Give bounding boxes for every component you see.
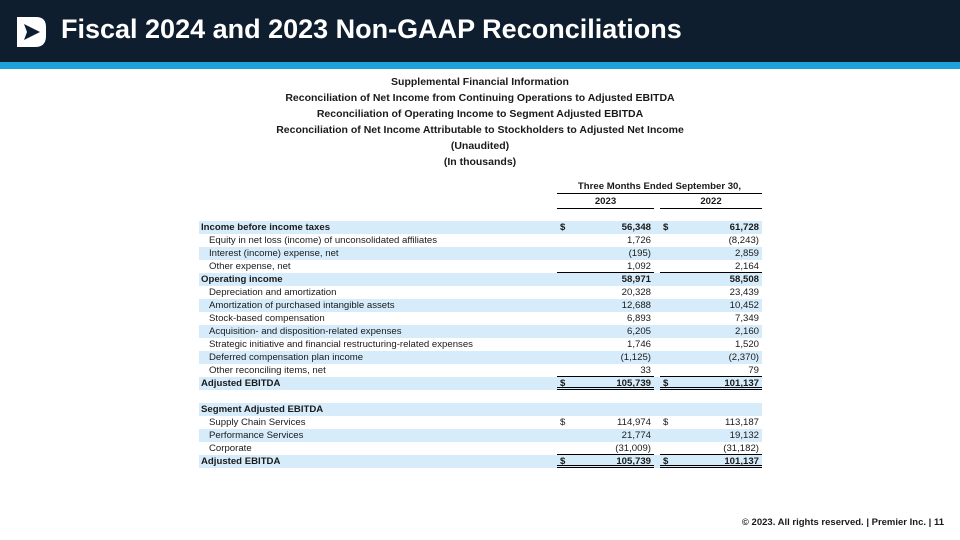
- value-2023: 6,205: [626, 326, 651, 337]
- row-label: Other reconciling items, net: [209, 365, 326, 376]
- period-header: Three Months Ended September 30,: [557, 181, 762, 194]
- row-label: Corporate: [209, 443, 252, 454]
- table-row: [199, 416, 762, 429]
- currency-symbol: $: [663, 456, 669, 467]
- value-2022: 10,452: [729, 300, 759, 311]
- heading-supplemental: Supplemental Financial Information: [391, 76, 569, 88]
- header-stripe: [0, 62, 960, 69]
- table-row: [199, 234, 762, 247]
- value-2023: 1,726: [626, 235, 651, 246]
- table-row: [199, 299, 762, 312]
- heading-units: (In thousands): [443, 156, 517, 168]
- value-2023: 105,739: [616, 456, 651, 467]
- currency-symbol: $: [663, 378, 669, 389]
- table-row: [199, 273, 762, 286]
- row-label: Amortization of purchased intangible assets: [209, 300, 395, 311]
- table-row: [199, 442, 762, 455]
- value-2022: 58,508: [729, 274, 759, 285]
- value-2022: 1,520: [734, 339, 759, 350]
- value-2023: (1,125): [620, 352, 651, 363]
- value-2022: 101,137: [724, 456, 759, 467]
- row-label: Income before income taxes: [201, 222, 331, 233]
- row-label: Strategic initiative and financial restructuring-related expenses: [209, 339, 473, 350]
- value-2022: (2,370): [728, 352, 759, 363]
- row-label: Performance Services: [209, 430, 304, 441]
- title-bar: [0, 0, 960, 62]
- value-2022: 79: [748, 365, 759, 376]
- heading-net-income-reconciliation: Reconciliation of Net Income from Continuing Operations to Adjusted EBITDA: [285, 92, 675, 104]
- value-2022: 113,187: [725, 417, 759, 428]
- value-2022: 19,132: [729, 430, 759, 441]
- value-2023: (31,009): [615, 443, 651, 454]
- value-2023: 105,739: [616, 378, 651, 389]
- row-label: Stock-based compensation: [209, 313, 325, 324]
- heading-adjusted-net-income-reconciliation: Reconciliation of Net Income Attributable to Stockholders to Adjusted Net Income: [276, 124, 684, 136]
- row-label: Depreciation and amortization: [209, 287, 337, 298]
- row-label: Other expense, net: [209, 261, 291, 272]
- value-2023: 56,348: [621, 222, 651, 233]
- value-2023: (195): [628, 248, 651, 259]
- value-2022: 23,439: [729, 287, 759, 298]
- value-2022: 7,349: [734, 313, 759, 324]
- value-2022: 101,137: [724, 378, 759, 389]
- value-2022: 61,728: [729, 222, 759, 233]
- table-row-spacer: [199, 390, 762, 403]
- premier-logo-icon: [13, 14, 49, 50]
- value-2023: 114,974: [617, 417, 651, 428]
- table-row: [199, 286, 762, 299]
- value-2023: 1,746: [626, 339, 651, 350]
- table-row: [199, 312, 762, 325]
- year-header-2023: 2023: [557, 196, 654, 209]
- value-2023: 58,971: [621, 274, 651, 285]
- table-row: [199, 377, 762, 390]
- report-headings: [0, 74, 960, 170]
- row-label: Adjusted EBITDA: [201, 378, 281, 389]
- value-2022: 2,859: [734, 248, 759, 259]
- value-2022: 2,160: [734, 326, 759, 337]
- table-row: [199, 455, 762, 468]
- table-row: [199, 260, 762, 273]
- currency-symbol: $: [663, 417, 669, 428]
- table-rows: [199, 221, 762, 468]
- row-label: Equity in net loss (income) of unconsolidated affiliates: [209, 235, 438, 246]
- value-2023: 20,328: [621, 287, 651, 298]
- table-row: [199, 429, 762, 442]
- currency-symbol: $: [560, 378, 566, 389]
- row-label: Segment Adjusted EBITDA: [201, 404, 324, 415]
- footer-copyright: © 2023. All rights reserved. | Premier Inc. | 11: [741, 517, 944, 528]
- table-row: [199, 221, 762, 234]
- table-row: [199, 338, 762, 351]
- table-row: [199, 364, 762, 377]
- value-2023: 1,092: [626, 261, 651, 272]
- row-label: Acquisition- and disposition-related expenses: [209, 326, 402, 337]
- slide-title: Fiscal 2024 and 2023 Non-GAAP Reconciliations: [61, 14, 682, 44]
- row-label: Deferred compensation plan income: [209, 352, 364, 363]
- currency-symbol: $: [663, 222, 669, 233]
- value-2023: 33: [640, 365, 651, 376]
- value-2023: 21,774: [621, 430, 651, 441]
- row-label: Adjusted EBITDA: [201, 456, 281, 467]
- year-header-2022: 2022: [660, 196, 762, 209]
- row-label: Interest (income) expense, net: [209, 248, 339, 259]
- value-2023: 12,688: [621, 300, 651, 311]
- value-2023: 6,893: [626, 313, 651, 324]
- currency-symbol: $: [560, 456, 566, 467]
- value-2022: (8,243): [728, 235, 759, 246]
- row-label: Operating income: [201, 274, 283, 285]
- table-row: [199, 325, 762, 338]
- currency-symbol: $: [560, 222, 566, 233]
- table-row: [199, 351, 762, 364]
- heading-operating-income-reconciliation: Reconciliation of Operating Income to Segment Adjusted EBITDA: [316, 108, 644, 120]
- table-row: [199, 247, 762, 260]
- value-2022: 2,164: [734, 261, 759, 272]
- value-2022: (31,182): [723, 443, 759, 454]
- table-row: [199, 403, 762, 416]
- currency-symbol: $: [560, 417, 566, 428]
- row-label: Supply Chain Services: [209, 417, 306, 428]
- heading-unaudited: (Unaudited): [450, 140, 510, 152]
